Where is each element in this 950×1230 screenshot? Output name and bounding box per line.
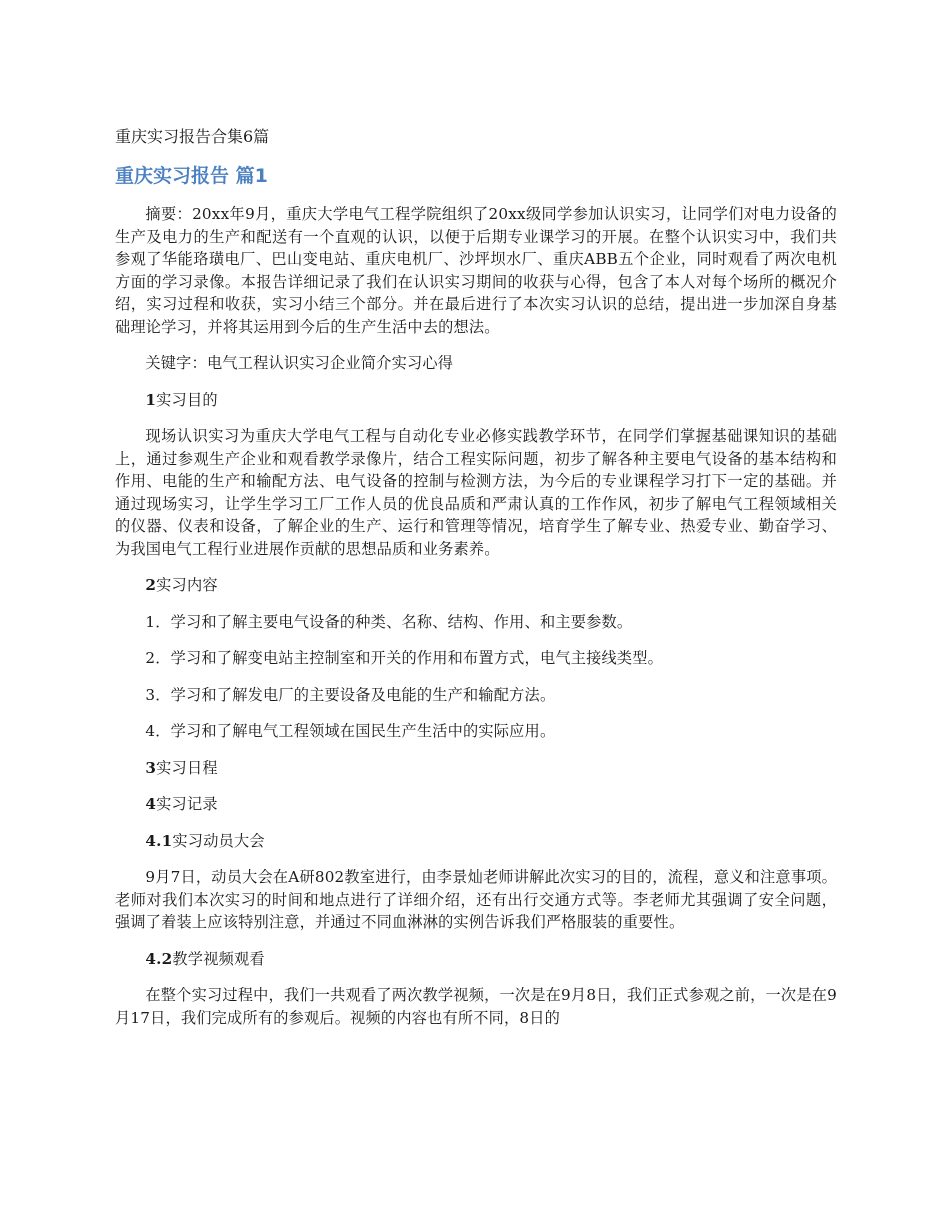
heading-number: 3: [145, 758, 157, 777]
heading-text: 实习日程: [156, 758, 218, 777]
purpose-paragraph: 现场认识实习为重庆大学电气工程与自动化专业必修实践教学环节，在同学们掌握基础课知识的基础上，通过参观生产企业和观看教学录像片，结合工程实际问题，初步了解各种主要电气设备的基本结构和作用、电能的生产和输配方法、电气设备的控制与检测方法，为今后的专业课程学习打下一定的基础。并通过现场实习，让学生学习工厂工作人员的优良品质和严肃认真的工作作风，初步了解电气工程领域相关的仪器、仪表和设备，了解企业的生产、运行和管理等情况，培育学生了解专业、热爱专业、勤奋学习、为我国电气工程行业进展作贡献的思想品质和业务素养。: [115, 427, 837, 558]
document-title: 重庆实习报告合集6篇: [115, 127, 270, 146]
mobilization-paragraph: 9月7日，动员大会在A研802教室进行，由李景灿老师讲解此次实习的目的，流程，意义和注意事项。老师对我们本次实习的时间和地点进行了详细介绍，还有出行交通方式等。李老师尤其强调了安全问题，强调了着装上应该特别注意，并通过不同血淋淋的实例告诉我们严格服装的重要性。: [115, 868, 837, 931]
heading-content: [115, 574, 837, 597]
keywords-paragraph: 关键字：电气工程认识实习企业简介实习心得: [145, 354, 454, 372]
heading-number: 4.2: [145, 949, 173, 968]
heading-text: 实习记录: [156, 795, 218, 813]
heading-number: 4: [145, 795, 157, 813]
heading-purpose: [115, 389, 837, 412]
abstract-paragraph: 摘要：20xx年9月，重庆大学电气工程学院组织了20xx级同学参加认识实习，让同学们对电力设备的生产及电力的生产和配送有一个直观的认识，以便于后期专业课学习的开展。在整个认识实习中，我们共参观了华能珞璜电厂、巴山变电站、重庆电机厂、沙坪坝水厂、重庆ABB五个企业，同时观看了两次电机方面的学习录像。本报告详细记录了我们在认识实习期间的收获与心得，包含了本人对每个场所的概况介绍，实习过程和收获，实习小结三个部分。并在最后进行了本次实习认识的总结，提出进一步加深自身基础理论学习，并将其运用到今后的生产生活中去的想法。: [115, 205, 837, 336]
heading-number: 1: [145, 390, 157, 409]
heading-text: 教学视频观看: [172, 949, 265, 968]
heading-mobilization: [115, 830, 837, 853]
video-paragraph: 在整个实习过程中，我们一共观看了两次教学视频，一次是在9月8日，我们正式参观之前，一次是在9月17日，我们完成所有的参观后。视频的内容也有所不同，8日的: [115, 986, 837, 1027]
list-item: 2．学习和了解变电站主控制室和开关的作用和布置方式，电气主接线类型。: [145, 649, 664, 667]
list-item: 3．学习和了解发电厂的主要设备及电能的生产和输配方法。: [145, 685, 556, 704]
heading-text: 实习目的: [156, 390, 218, 409]
heading-number: 2: [145, 576, 157, 594]
section-heading: 重庆实习报告 篇1: [115, 165, 268, 187]
list-item: 4．学习和了解电气工程领域在国民生产生活中的实际应用。: [145, 722, 556, 740]
heading-text: 实习内容: [156, 576, 218, 594]
heading-text: 实习动员大会: [172, 831, 265, 850]
heading-video: [115, 948, 837, 971]
document-body: [115, 203, 837, 1043]
heading-schedule: [115, 757, 837, 780]
heading-number: 4.1: [145, 831, 173, 850]
heading-record: [115, 793, 837, 816]
list-item: 1．学习和了解主要电气设备的种类、名称、结构、作用、和主要参数。: [145, 612, 633, 631]
